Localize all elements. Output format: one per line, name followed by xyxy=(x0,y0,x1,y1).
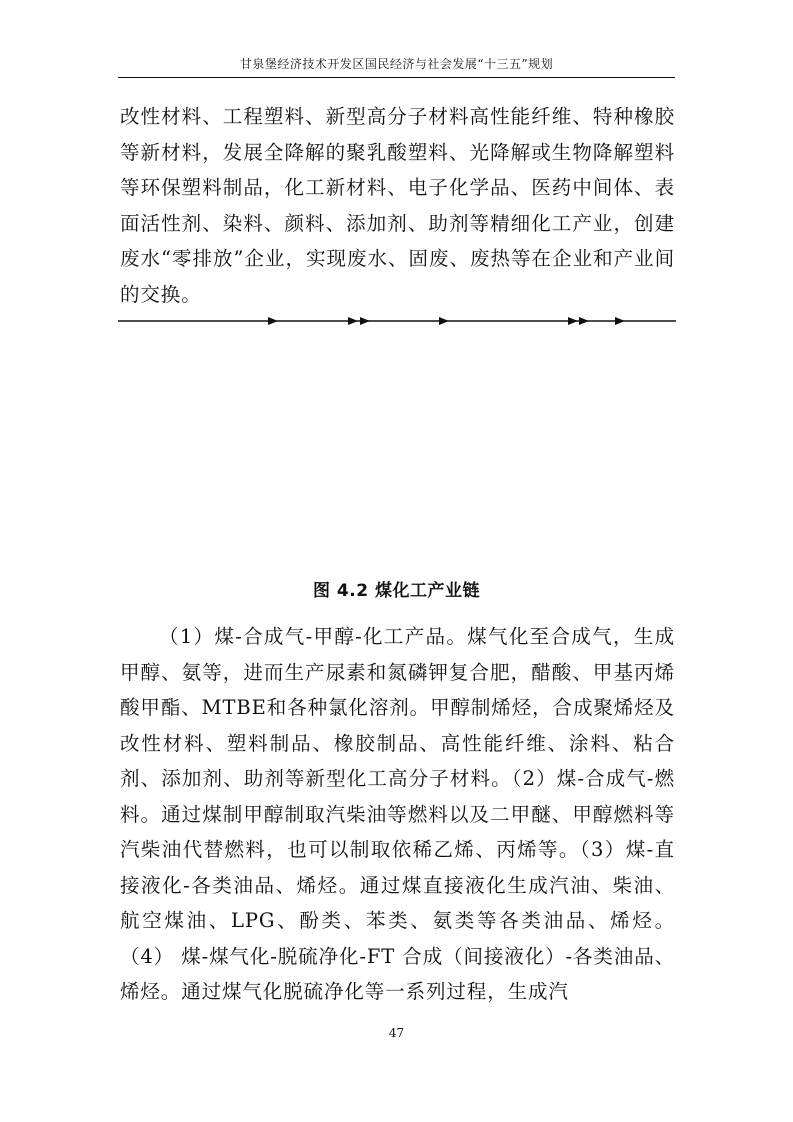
arrowhead-icon xyxy=(348,317,358,325)
arrowhead-icon xyxy=(615,317,625,325)
arrowhead-icon xyxy=(439,317,449,325)
arrowhead-icon xyxy=(360,317,370,325)
figure-caption: 图 4.2 煤化工产业链 xyxy=(313,581,480,601)
flow-arrow-line xyxy=(118,313,678,329)
arrowhead-icon xyxy=(568,317,578,325)
running-header: 甘泉堡经济技术开发区国民经济与社会发展“十三五”规划 xyxy=(239,57,554,71)
arrowhead-icon xyxy=(268,317,278,325)
arrowhead-icon xyxy=(579,317,589,325)
continued-paragraph: 改性材料、工程塑料、新型高分子材料高性能纤维、特种橡胶等新材料，发展全降解的聚乳酸塑料、光降解或生物降解塑料等环保塑料制品，化工新材料、电子化学品、医药中间体、表面活性剂、染料、颜料、添加剂、助剂等精细化工产业，创建废水“零排放”企业，实现废水、固废、废热等在企业和产业间的交换。 xyxy=(120,105,675,306)
body-paragraph: （1）煤-合成气-甲醇-化工产品。煤气化至合成气，生成甲醇、氨等，进而生产尿素和氮磷钾复合肥，醋酸、甲基丙烯酸甲酯、MTBE和各种氯化溶剂。甲醇制烯烃，合成聚烯烃及改性材料、塑料制品、橡胶制品、高性能纤维、涂料、粘合剂、添加剂、助剂等新型化工高分子材料。（2）煤-合成气-燃料。通过煤制甲醇制取汽柴油等燃料以及二甲醚、甲醇燃料等汽柴油代替燃料，也可以制取依稀乙烯、丙烯等。（3）煤-直接液化-各类油品、烯烃。通过煤直接液化生成汽油、柴油、航空煤油、LPG、酚类、苯类、氨类等各类油品、烯烃。（4） 煤-煤气化-脱硫净化-FT 合成（间接液化）-各类油品、烯烃。通过煤气化脱硫净化等一系列过程，生成汽 xyxy=(120,625,675,1003)
page-number: 47 xyxy=(388,1026,405,1040)
header-rule xyxy=(118,77,675,78)
